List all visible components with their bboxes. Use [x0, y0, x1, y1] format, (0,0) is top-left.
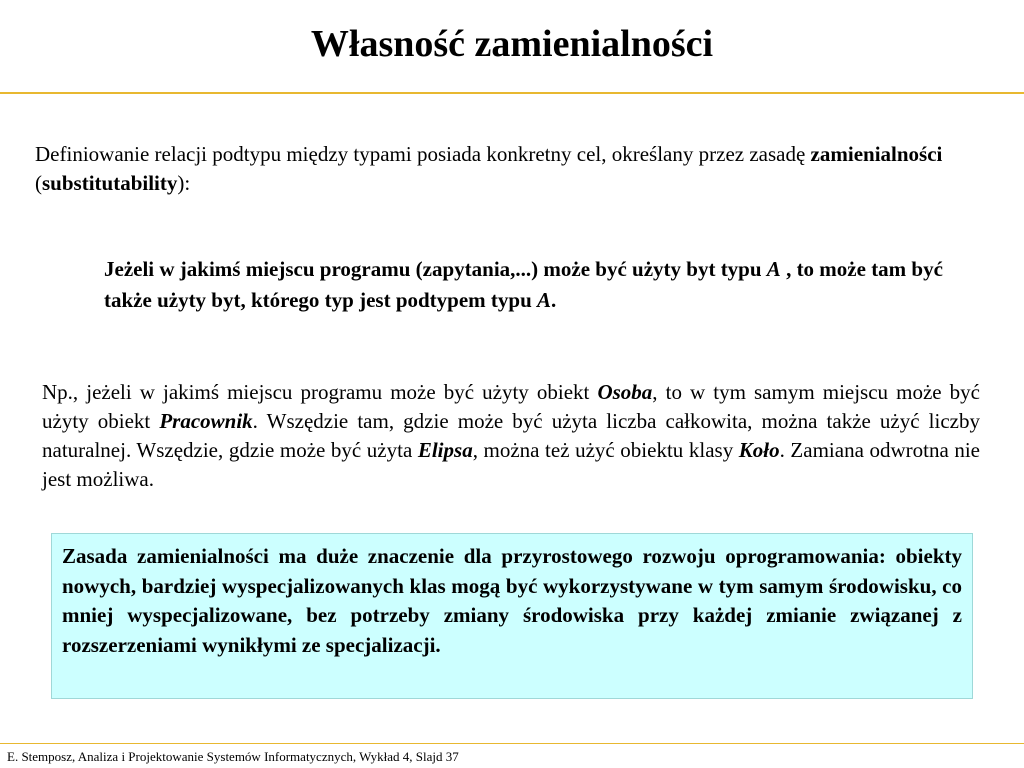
- title-divider: [0, 92, 1024, 94]
- rule-text-2: , to może tam być także użyty byt, którego typ jest podtypem typu: [104, 257, 943, 312]
- highlight-box: [51, 533, 973, 699]
- intro-text-1: Definiowanie relacji podtypu między typami posiada konkretny cel, określany przez zasadę: [35, 142, 811, 166]
- intro-paragraph: [35, 140, 945, 198]
- highlight-text: Zasada zamienialności ma duże znaczenie dla przyrostowego rozwoju oprogramowania: obiekty nowych, bardziej wyspecjalizowanych klas mogą być wykorzystywane w tym samym środowisku, co mniej wyspecjalizowane, bez potrzeby zmiany środowiska przy każdej zmianie związanej z rozszerzeniami wynikłymi ze specjalizacji.: [62, 544, 962, 657]
- example-paragraph: [42, 378, 980, 494]
- example-class-osoba: Osoba: [597, 380, 653, 404]
- footer-divider: [0, 743, 1024, 744]
- intro-term-substitutability: substitutability: [42, 171, 178, 195]
- intro-text-3: ):: [177, 171, 191, 195]
- substitution-rule-statement: [104, 254, 964, 316]
- rule-text-3: .: [551, 288, 557, 312]
- rule-type-a-1: A: [766, 257, 781, 281]
- example-text-4: , można też użyć obiektu klasy: [472, 438, 739, 462]
- example-text-5: . Zamiana odwrotna nie jest możliwa.: [42, 438, 980, 491]
- example-class-elipsa: Elipsa: [417, 438, 473, 462]
- rule-type-a-2: A: [537, 288, 552, 312]
- intro-text-2: (: [35, 171, 42, 195]
- example-text-3: . Wszędzie tam, gdzie może być użyta liczba całkowita, można także użyć liczby naturalnej. Wszędzie, gdzie może być użyta: [42, 409, 980, 462]
- intro-term-substitution: zamienialności: [810, 142, 943, 166]
- slide-title: Własność zamienialności: [310, 23, 714, 65]
- example-text-1: Np., jeżeli w jakimś miejscu programu może być użyty obiekt: [42, 380, 598, 404]
- slide-footer: E. Stemposz, Analiza i Projektowanie Systemów Informatycznych, Wykład 4, Slajd 37: [7, 749, 459, 764]
- rule-text-1: Jeżeli w jakimś miejscu programu (zapytania,...) może być użyty byt typu: [104, 257, 767, 281]
- example-class-kolo: Koło: [738, 438, 780, 462]
- example-text-2: , to w tym samym miejscu może być użyty obiekt: [42, 380, 980, 433]
- example-class-pracownik: Pracownik: [159, 409, 253, 433]
